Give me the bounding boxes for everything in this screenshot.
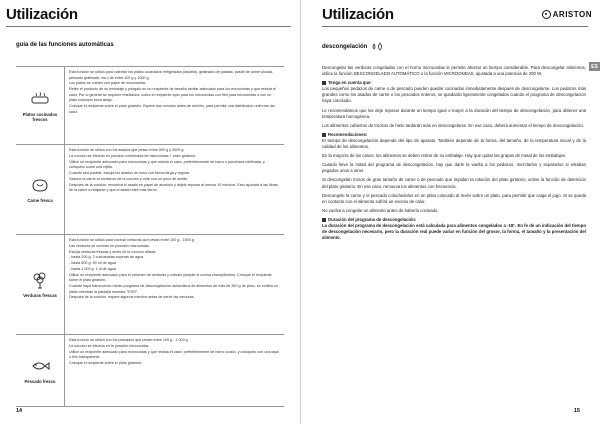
row-paragraph: Utilice un recipiente adecuado para microondas y que resista el calor, preferiblemente de barro o porcelana vitrificada, y colóquelo sobre una rejilla.	[69, 159, 265, 170]
right-page	[300, 0, 600, 424]
row-paragraph: Utilice un recipiente adecuado para microondas y que resista el calor, preferiblemente de barro cocido, y colóquelo con una tapa o film transparente.	[69, 349, 279, 360]
brand-logo	[542, 10, 592, 19]
row-paragraph: Sazone la carne al comienzo de la cocción y unte con un poco de aceite.	[69, 176, 189, 181]
row-paragraph: Después de la cocción, envuelva el asado en papel de aluminio y déjelo reposar al menos 10 minutos. Esto ayudará a las fibras de la carne a relajarse y que el asado esté más tierno.	[69, 182, 278, 193]
row-label-cell	[16, 145, 64, 234]
paragraph: Los alimentos cubiertos de trocitos de hielo tardarán más en descongelarse. En ese caso, deberá aumentar el tiempo de descongelación.	[322, 122, 585, 128]
row-paragraph: La cocción se efectúa en posición combinada de microondas + calor giratorio.	[69, 153, 197, 158]
page-number: 14	[16, 408, 23, 414]
paragraph: Le recomendamos que los deje reposar durante un tiempo igual o mayor a la duración del tiempo de descongelación, para obtener una temperatura homogénea.	[322, 107, 586, 119]
table-row	[16, 235, 284, 335]
row-paragraph: Después de la cocción, espere algunos minutos antes de servir las verduras.	[69, 295, 195, 300]
row-paragraph: Retire el producto de su embalaje y póngalo en un recipiente de tamaño similar adecuado para los microondas y que resista el calor. Por lo general se requiere resultados, cubra el recipiente apto para los microondas con film para microondas o con un plato colocado boca abajo.	[69, 87, 276, 103]
paragraph: Si descongelan trozos de gran tamaño de carne o de pescado que impidan la rotación del plato giratorio, active la función de detención del plato giratorio. En ese caso, remueva los alimentos con frecuencia.	[322, 177, 586, 189]
ariston-logo-icon	[542, 10, 551, 19]
table-row	[16, 335, 284, 407]
row-paragraph: Esta función se utiliza para calentar los platos cocinados refrigerados (lasañas, gratinado de patatas, pastel de carne picada, pescado gratinado, etc.) de entre 100 g y 1000 g.	[69, 70, 273, 80]
page-title: Utilización	[6, 6, 78, 23]
row-paragraph: Cuando haya transcurrido medio programa de descongelación automática de alimentos de más de 350 g de peso, se emitirá un pitido mientras la pantalla muestra "STIR".	[69, 284, 278, 294]
subsection-heading: Recomendaciones:	[322, 132, 586, 138]
subsection-heading: Duración del programa de descongelación:	[322, 217, 586, 223]
row-paragraph: - hasta 1 000 g: 1 dl de agua	[69, 266, 116, 271]
intro-paragraph: Descongelar las verduras congeladas con el horno microondas le permite ahorrar un tiempo considerable. Para descongelar alimentos, utilice la función DESCONGELADO AUTOMÁTICO o la función MICROONDAS, ajustada a una potencia de 200 W.	[322, 65, 586, 77]
row-label-cell	[16, 67, 64, 144]
row-paragraph: Las verduras se cocinan en posición microondas.	[69, 243, 150, 248]
row-paragraph: Escoja verduras frescas y antes de la cocción añada:	[69, 249, 157, 254]
brand-name: ARISTON	[552, 10, 592, 19]
row-paragraph: Utilice un recipiente adecuado para el volumen de verduras y cúbralo (acepte si cocina champiñones). Coloque el recipiente sobre el plato giratorio.	[69, 272, 272, 283]
row-label-cell	[16, 235, 64, 334]
row-label: Carne fresca	[27, 198, 53, 203]
row-paragraph: Esta función se utiliza con los pescados que pesan entre 100 g - 1 000 g.	[69, 338, 189, 342]
bullet-square-icon	[322, 133, 326, 137]
subsection-heading: Tenga en cuenta que:	[322, 80, 586, 86]
frozen-dish-icon	[30, 90, 50, 108]
row-label: Verduras frescas	[23, 293, 57, 298]
section-heading	[322, 42, 385, 52]
row-paragraph: La cocción se efectúa en la posición microondas.	[69, 343, 150, 348]
row-description	[64, 145, 284, 234]
row-paragraph: Coloque el recipiente sobre el plato giratorio. Espere dos minutos antes de servirlo, para permitir una distribución uniforme del calor.	[69, 104, 275, 114]
paragraph: Cuando lleve la mitad del programa de descongelación, hay que darle la vuelta a los pedazos, mezclarlos y separarlos si estaban pegados unos a otros.	[322, 162, 586, 174]
row-label-cell	[16, 335, 64, 406]
body-text	[322, 65, 586, 244]
bullet-square-icon	[322, 81, 326, 85]
row-paragraph: - hasta 200 g: 2 cucharadas soperas de agua	[69, 255, 144, 260]
meat-icon	[30, 176, 50, 194]
fish-icon	[30, 357, 50, 375]
title-divider	[6, 26, 291, 27]
section-subtitle: guía de las funciones automáticas	[16, 42, 114, 48]
row-description	[64, 335, 284, 406]
bullet-square-icon	[322, 218, 326, 222]
functions-table	[16, 66, 284, 407]
paragraph: En la mayoría de los casos, los alimentos se deben retirar de su embalaje. Hay que quitar las grapas de metal de los embalajes.	[322, 153, 567, 159]
row-label: Platos cocinados frescos	[22, 111, 58, 122]
paragraph: Descongele la carne y el pescado colocándolos en un plato colocado al revés sobre un plato, para permitir que caiga el jugo. Si se queda en contacto con el alimento sufrirá un exceso de calor.	[322, 192, 586, 204]
paragraph: La duración del programa de descongelación está calculada para alimentos congelados a -18°. En fe de un indicación del tiempo de descongelación necesario, pero la duración real puede variar en función del grosor, la forma, el tamaño y la presentación del alimento.	[322, 222, 586, 241]
paragraph: Los pequeños pedazos de carne o de pescado pueden quedar cocinados inmediatamente después de descongelarse. Los pedazos más grandes como los asados de carne o los pescados enteros, se quedarán ligeramente congelados cuando el programa de descongelación haya concluido.	[322, 86, 586, 104]
page-title: Utilización	[322, 6, 394, 23]
water-drops-icon	[371, 42, 385, 52]
table-row	[16, 145, 284, 235]
page-number: 15	[573, 408, 580, 414]
row-paragraph: - hasta 500 g: 50 ml de agua	[69, 261, 116, 266]
title-divider	[322, 26, 588, 27]
row-description	[64, 235, 284, 334]
language-tab: ES	[589, 62, 600, 71]
row-label: Pescado fresco	[24, 379, 56, 384]
row-paragraph: Esta función se utiliza con los asados que pesan entre 500 g y 2000 g.	[69, 148, 185, 152]
paragraph: El tiempo de descongelación depende del tipo de aparato. También depende de la forma, del tamaño, de la temperatura inicial y de la calidad de los alimentos.	[322, 137, 586, 150]
row-paragraph: Coloque el recipiente sobre el plato giratorio.	[69, 360, 143, 365]
paragraph: No vuelva a congelar un alimento antes de haberlo cocinado.	[322, 207, 439, 213]
broccoli-icon	[30, 271, 50, 289]
row-paragraph: Esta función se utiliza para cocinar verduras que pesan entre 100 g - 1000 g.	[69, 238, 195, 242]
row-description	[64, 67, 284, 144]
row-paragraph: Cuando sea posible, escoja los asados de lomo con forma larga y regular.	[69, 170, 190, 175]
row-paragraph: Los platos se cubren con papel de microondas.	[69, 81, 147, 86]
section-title: descongelación	[322, 44, 368, 50]
table-row	[16, 67, 284, 145]
